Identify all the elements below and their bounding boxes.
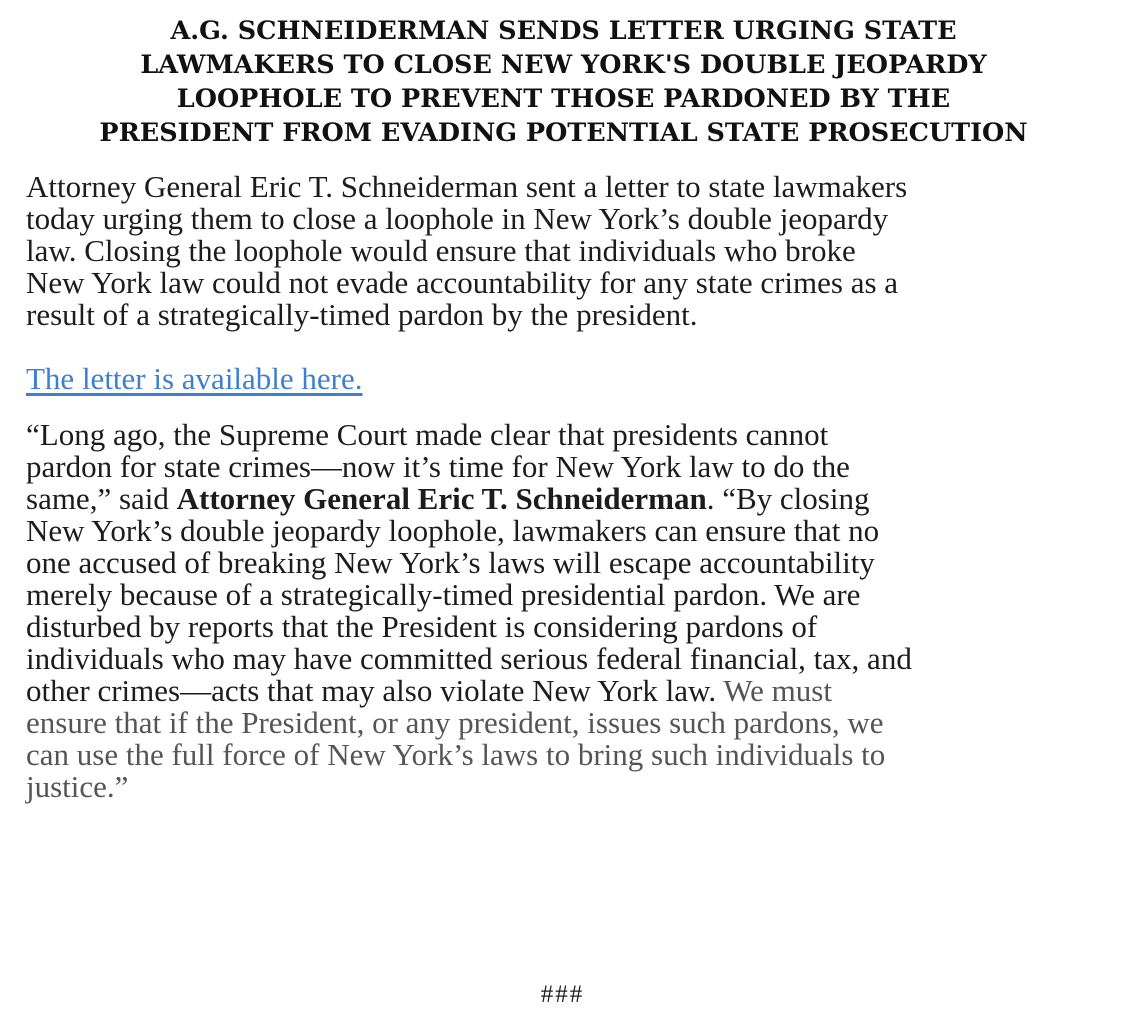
- intro-paragraph: [26, 171, 1101, 331]
- headline-line-2: LAWMAKERS TO CLOSE NEW YORK'S DOUBLE JEOPARDY: [140, 50, 987, 80]
- headline-line-4: PRESIDENT FROM EVADING POTENTIAL STATE PROSECUTION: [99, 118, 1028, 148]
- quote-line-2: pardon for state crimes—now it’s time for New York law to do the: [26, 449, 850, 484]
- quote-speaker: Attorney General Eric T. Schneiderman: [176, 481, 707, 516]
- quote-line-9-muted: We must: [716, 673, 832, 708]
- quote-line-10: ensure that if the President, or any president, issues such pardons, we: [26, 705, 884, 740]
- intro-line-1: Attorney General Eric T. Schneiderman sent a letter to state lawmakers: [26, 169, 908, 204]
- quote-line-5: one accused of breaking New York’s laws will escape accountability: [26, 545, 875, 580]
- headline: [26, 14, 1101, 150]
- quote-line-9-dark: other crimes—acts that may also violate New York law.: [26, 673, 717, 708]
- quote-line-8: individuals who may have committed serious federal financial, tax, and: [26, 641, 912, 676]
- quote-line-4: New York’s double jeopardy loophole, lawmakers can ensure that no: [26, 513, 880, 548]
- quote-line-7: disturbed by reports that the President is considering pardons of: [26, 609, 818, 644]
- letter-link-paragraph: [26, 363, 1101, 395]
- headline-line-1: A.G. SCHNEIDERMAN SENDS LETTER URGING STATE: [170, 16, 957, 46]
- quote-line-6: merely because of a strategically-timed presidential pardon. We are: [26, 577, 861, 612]
- headline-line-3: LOOPHOLE TO PREVENT THOSE PARDONED BY THE: [176, 84, 951, 114]
- quote-line-12: justice.”: [26, 769, 129, 804]
- quote-line-3-after: . “By closing: [706, 481, 870, 516]
- intro-line-4: New York law could not evade accountability for any state crimes as a: [26, 265, 899, 300]
- intro-line-2: today urging them to close a loophole in New York’s double jeopardy: [26, 201, 889, 236]
- quote-line-11: can use the full force of New York’s laws to bring such individuals to: [26, 737, 886, 772]
- end-mark: ###: [540, 981, 585, 1008]
- intro-line-3: law. Closing the loophole would ensure that individuals who broke: [26, 233, 856, 268]
- quote-line-1: “Long ago, the Supreme Court made clear that presidents cannot: [26, 417, 829, 452]
- quote-line-3-before: same,” said: [26, 481, 177, 516]
- intro-line-5: result of a strategically-timed pardon by the president.: [26, 297, 698, 332]
- letter-link[interactable]: The letter is available here.: [26, 361, 363, 396]
- quote-paragraph: [26, 419, 1101, 803]
